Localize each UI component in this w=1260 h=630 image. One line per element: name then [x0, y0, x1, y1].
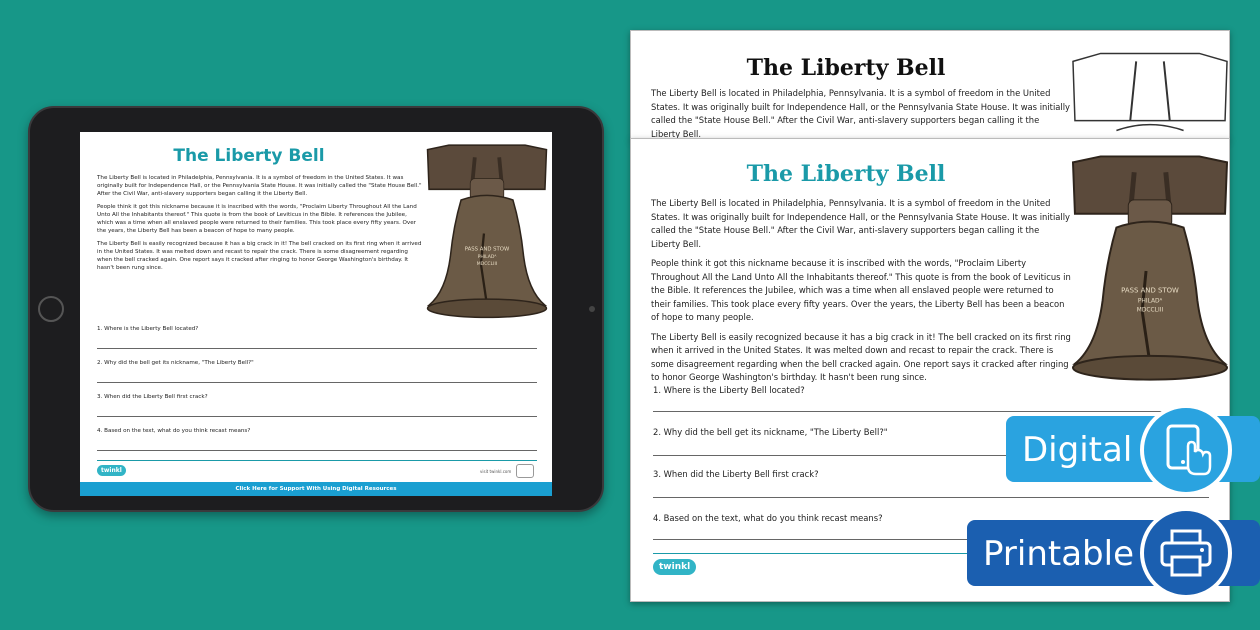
back-page-title: The Liberty Bell — [746, 55, 946, 81]
camera-icon — [589, 306, 595, 312]
bell-outline-icon — [1071, 41, 1229, 140]
question-4: 4. Based on the text, what do you think recast means? — [653, 513, 883, 523]
home-button[interactable] — [38, 296, 64, 322]
footer-link[interactable]: visit twinkl.com — [480, 469, 512, 474]
answer-line-3[interactable] — [653, 497, 1209, 498]
front-page-title: The Liberty Bell — [746, 161, 946, 187]
paragraph-3: The Liberty Bell is easily recognized because it has a big crack in it! The bell cracked on its first ring when it arrived in the United States. It was melted down and recast to repair the crack. There is some disagreement regarding when the bell cracked again. One report says it cracked after ringing to honor George Washington's birthday. It hasn't been rung since. — [651, 331, 1071, 382]
liberty-bell-icon — [426, 142, 548, 322]
worksheet-body — [97, 174, 423, 277]
twinkl-logo: twinkl — [653, 559, 696, 575]
question-2: 2. Why did the bell get its nickname, "The Liberty Bell?" — [97, 360, 254, 366]
printed-page-back — [630, 30, 1230, 140]
answer-line-2[interactable] — [97, 382, 537, 383]
question-3: 3. When did the Liberty Bell first crack? — [653, 469, 819, 479]
question-2: 2. Why did the bell get its nickname, "The Liberty Bell?" — [653, 427, 888, 437]
liberty-bell-icon — [1071, 151, 1229, 387]
worksheet-title: The Liberty Bell — [173, 146, 325, 166]
printer-icon — [1140, 507, 1232, 599]
question-1: 1. Where is the Liberty Bell located? — [653, 385, 805, 395]
answer-line-1[interactable] — [653, 411, 1209, 412]
bell-inscription: PASS AND STOW — [464, 246, 510, 253]
bell-inscription: MDCCLIII — [1136, 307, 1164, 314]
front-page-body — [651, 197, 1071, 391]
twinkl-logo: twinkl — [97, 465, 126, 476]
paragraph-2: People think it got this nickname because it is inscribed with the words, "Proclaim Liberty Throughout All the Land Unto All the Inhabitants thereof." This quote is from the book of Leviticus in the Bible. It references the Jubilee, which was a time when all enslaved people were returned to their families. This took place every fifty years. Over the years, the Liberty Bell has been a beacon of hope to many people. — [651, 258, 1071, 322]
paragraph-1: The Liberty Bell is located in Philadelphia, Pennsylvania. It is a symbol of freedom in the United States. It was originally built for Independence Hall, or the Pennsylvania State House. It was initially called the "State House Bell." After the Civil War, anti-slavery supporters began calling it the Liberty Bell. — [97, 175, 422, 197]
bell-inscription: MDCCLIII — [476, 261, 498, 267]
question-1: 1. Where is the Liberty Bell located? — [97, 326, 199, 332]
printable-label: Printable — [983, 534, 1134, 574]
bell-inscription: PHILADᴬ — [1137, 298, 1163, 305]
answer-line-3[interactable] — [97, 416, 537, 417]
bell-inscription: PHILADᴬ — [477, 254, 497, 260]
support-banner[interactable]: Click Here for Support With Using Digital Resources — [80, 482, 552, 496]
badge-icon — [516, 464, 534, 478]
paragraph-2: People think it got this nickname because it is inscribed with the words, "Proclaim Liberty Throughout All the Land Unto All the Inhabitants thereof." This quote is from the book of Leviticus in the Bible. It references the Jubilee, which was a time when all enslaved people were returned to their families. This took place every fifty years. Over the years, the Liberty Bell has been a beacon of hope to many people. — [97, 204, 417, 234]
back-paragraph: The Liberty Bell is located in Philadelphia, Pennsylvania. It is a symbol of freedom in the United States. It was originally built for Independence Hall, or the Pennsylvania State House. It was initially called the "State House Bell." After the Civil War, anti-slavery supporters began calling it the Liberty Bell. — [651, 88, 1071, 139]
question-3: 3. When did the Liberty Bell first crack? — [97, 394, 208, 400]
tablet-device — [28, 106, 604, 512]
back-page-body — [651, 87, 1071, 140]
bell-inscription: PASS AND STOW — [1121, 286, 1179, 295]
digital-label: Digital — [1022, 430, 1133, 470]
paragraph-3: The Liberty Bell is easily recognized because it has a big crack in it! The bell cracked on its first ring when it arrived in the United States. It was melted down and recast to repair the crack. There is some disagreement regarding when the bell cracked again. One report says it cracked after ringing to honor George Washington's birthday. It hasn't been rung since. — [97, 241, 422, 271]
footer-divider — [97, 460, 537, 461]
tablet-screen — [80, 132, 552, 496]
answer-line-4[interactable] — [97, 450, 537, 451]
tablet-touch-icon — [1140, 404, 1232, 496]
question-4: 4. Based on the text, what do you think recast means? — [97, 428, 251, 434]
answer-line-1[interactable] — [97, 348, 537, 349]
paragraph-1: The Liberty Bell is located in Philadelphia, Pennsylvania. It is a symbol of freedom in the United States. It was originally built for Independence Hall, or the Pennsylvania State House. It was initially called the "State House Bell." After the Civil War, anti-slavery supporters began calling it the Liberty Bell. — [651, 198, 1071, 249]
